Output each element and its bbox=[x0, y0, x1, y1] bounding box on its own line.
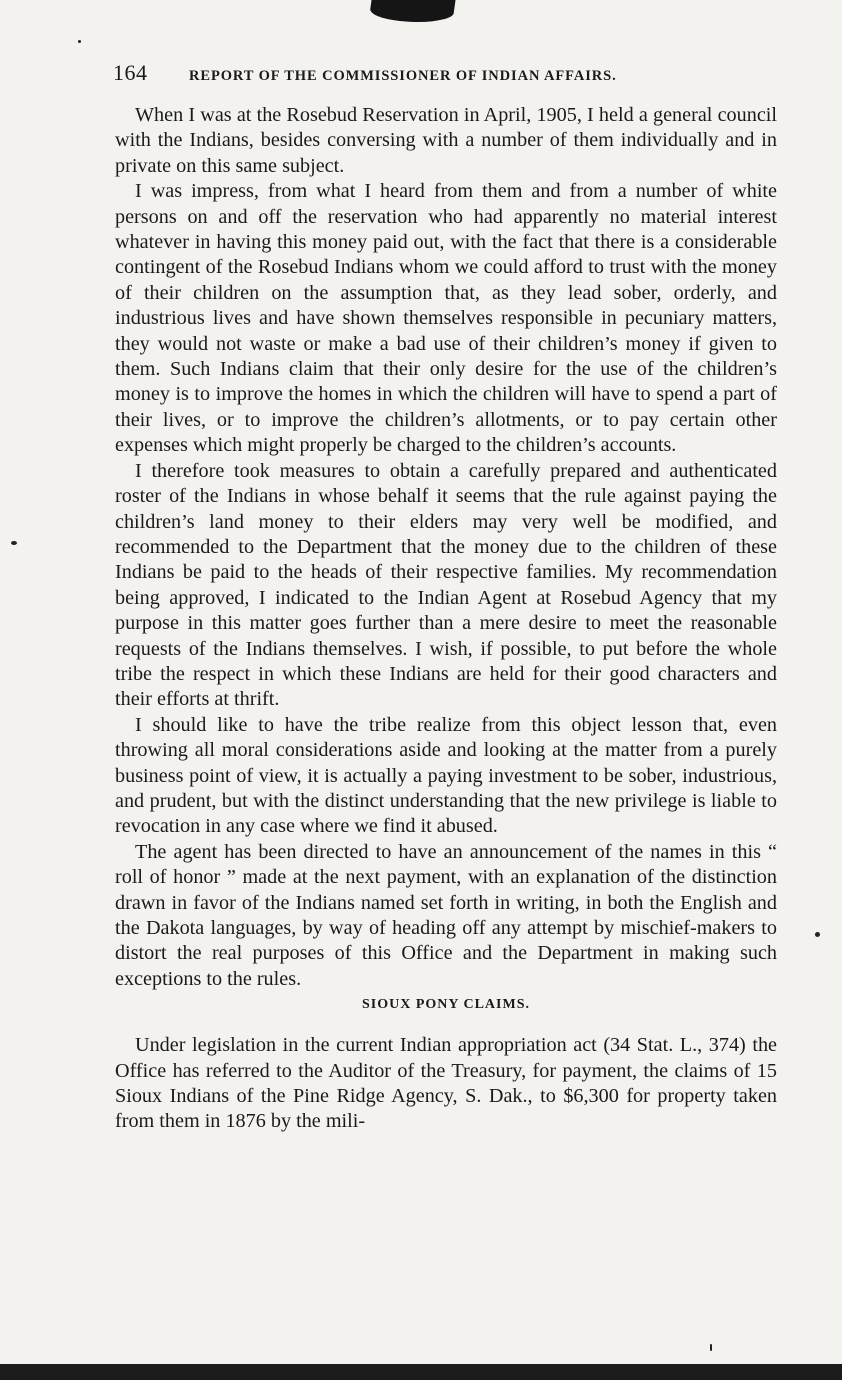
page-number: 164 bbox=[113, 60, 148, 85]
ink-speck bbox=[710, 1344, 712, 1351]
body-text bbox=[115, 103, 777, 1135]
paragraph: When I was at the Rosebud Reservation in April, 1905, I held a general council with the Indians, besides conversing with a number of them individually and in private on this same subject. bbox=[115, 104, 777, 177]
ink-speck bbox=[11, 541, 17, 545]
paragraph: The agent has been directed to have an announcement of the names in this “ roll of honor ” made at the next payment, with an explanation of the distinction drawn in favor of the Indians named set forth in writing, in both the English and the Dakota languages, by way of heading off any attempt by mischief-makers to distort the real purposes of this Office and the Department in making such exceptions to the rules. bbox=[115, 840, 777, 990]
ink-blot bbox=[368, 0, 455, 22]
paragraph: Under legislation in the current Indian appropriation act (34 Stat. L., 374) the Office has referred to the Auditor of the Treasury, for payment, the claims of 15 Sioux Indians of the Pine Ridge Agency, S. Dak., to $6,300 for property taken from them in 1876 by the mili- bbox=[115, 1034, 777, 1133]
paragraph: I was impress, from what I heard from them and from a number of white persons on and off the reservation who had apparently no material interest whatever in having this money paid out, with the fact that there is a considerable contingent of the Rosebud Indians whom we could afford to trust with the money of their children on the assumption that, as they lead sober, orderly, and industrious lives and have shown themselves responsible in pecuniary matters, they would not waste or make a bad use of their children’s money if given to them. Such Indians claim that their only desire for the use of the children’s money is to improve the homes in which the children will have to spend a part of their lives, or to improve the children’s allotments, or to pay certain other expenses which might properly be charged to the children’s accounts. bbox=[115, 180, 777, 457]
page-edge-border bbox=[0, 1364, 842, 1380]
section-heading: SIOUX PONY CLAIMS. bbox=[362, 997, 530, 1013]
running-head: REPORT OF THE COMMISSIONER OF INDIAN AFFAIRS. bbox=[189, 68, 617, 84]
paragraph: I should like to have the tribe realize from this object lesson that, even throwing all moral considerations aside and looking at the matter from a purely business point of view, it is actually a paying investment to be sober, industrious, and prudent, but with the distinct understanding that the new privilege is liable to revocation in any case where we find it abused. bbox=[115, 713, 777, 838]
ink-speck bbox=[78, 40, 81, 43]
ink-speck bbox=[815, 932, 820, 937]
paragraph: I therefore took measures to obtain a carefully prepared and authenticated roster of the Indians in whose behalf it seems that the rule against paying the children’s land money to their elders may very well be modified, and recommended to the Department that the money due to the children of these Indians be paid to the heads of their respective families. My recommendation being approved, I indicated to the Indian Agent at Rosebud Agency that my purpose in this matter goes further than a mere desire to meet the reasonable requests of the Indians themselves. I wish, if possible, to put before the whole tribe the respect in which these Indians are held for their good characters and their efforts at thrift. bbox=[115, 459, 777, 711]
page-header bbox=[113, 60, 783, 90]
